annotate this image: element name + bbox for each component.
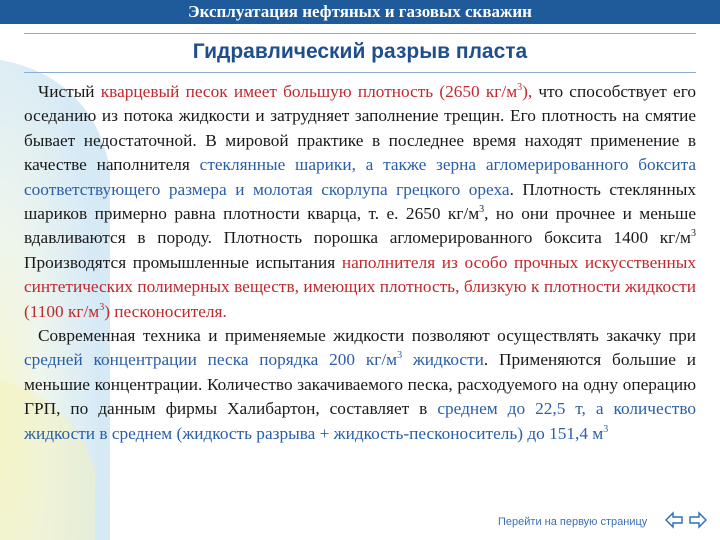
p1-highlight-sand: кварцевый песок имеет большую плотность (2650 кг/м — [100, 82, 518, 101]
header-bar — [0, 0, 720, 24]
arrow-left-icon[interactable] — [664, 510, 684, 535]
p1-text: . Плотность стеклянных шариков примерно равна плотности кварца, т. е. 2650 кг/м — [24, 179, 697, 224]
p2-text: Современная техника и применяемые жидкости позволяют осуществлять закачку при — [38, 326, 696, 346]
p1-sup: 3 — [479, 204, 485, 216]
title-bottom-rule — [24, 72, 696, 73]
p2-highlight-concentration: средней концентрации песка порядка 200 кг/м — [24, 350, 398, 370]
nav-arrows — [664, 510, 708, 532]
p1-highlight-polymer: наполнителя из особо прочных искусственных синтетических полимерных веществ, имеющих плотность, близкую к плотности жидкости (1100 кг/м — [24, 252, 697, 321]
slide-title: Гидравлический разрыв пласта — [192, 40, 528, 63]
body-text — [24, 80, 696, 446]
paragraph-2 — [24, 324, 696, 446]
paragraph-1 — [24, 80, 696, 324]
first-page-link[interactable]: Перейти на первую страницу — [498, 516, 648, 528]
p1-sup: 3 — [517, 82, 523, 94]
header-title: Эксплуатация нефтяных и газовых скважин — [188, 2, 532, 21]
p2-sup: 3 — [603, 423, 609, 435]
p1-sup: 3 — [691, 228, 696, 240]
arrow-right-icon[interactable] — [688, 510, 708, 535]
p2-sup: 3 — [397, 350, 403, 362]
p2-highlight-amounts: среднем до 22,5 т, а количество жидкости в среднем (жидкость разрыва + жидкость-песконоситель) до 151,4 м — [24, 399, 696, 443]
p2-highlight-concentration-end: жидкости — [402, 350, 484, 370]
p2-text: . Применяются большие и меньшие концентрации. Количество закачиваемого песка, расходуемого на одну операцию ГРП, по данным фирмы Халибартон, составляет в — [24, 350, 696, 419]
p1-sup: 3 — [99, 301, 105, 313]
p1-text: , но они прочнее и меньше вдавливаются в породу. Плотность порошка агломерированного боксита 1400 кг/м — [24, 204, 696, 248]
p1-text: что способствует его оседанию из потока жидкости и затрудняет заполнение трещин. Его плотность на смятие бывает недостаточной. В мировой практике в последнее время находят применение в качестве наполнителя — [24, 82, 696, 175]
p1-highlight-polymer-end: ) песконосителя. — [104, 301, 227, 321]
p1-text: Чистый — [38, 82, 101, 101]
p1-text: Производятся промышленные испытания — [24, 252, 342, 272]
p1-highlight-fillers: стеклянные шарики, а также зерна агломерированного боксита соответствующего размера и молотая скорлупа грецкого ореха — [24, 155, 696, 199]
title-top-rule — [24, 33, 696, 34]
p1-highlight-sand-end: ), — [522, 82, 533, 101]
